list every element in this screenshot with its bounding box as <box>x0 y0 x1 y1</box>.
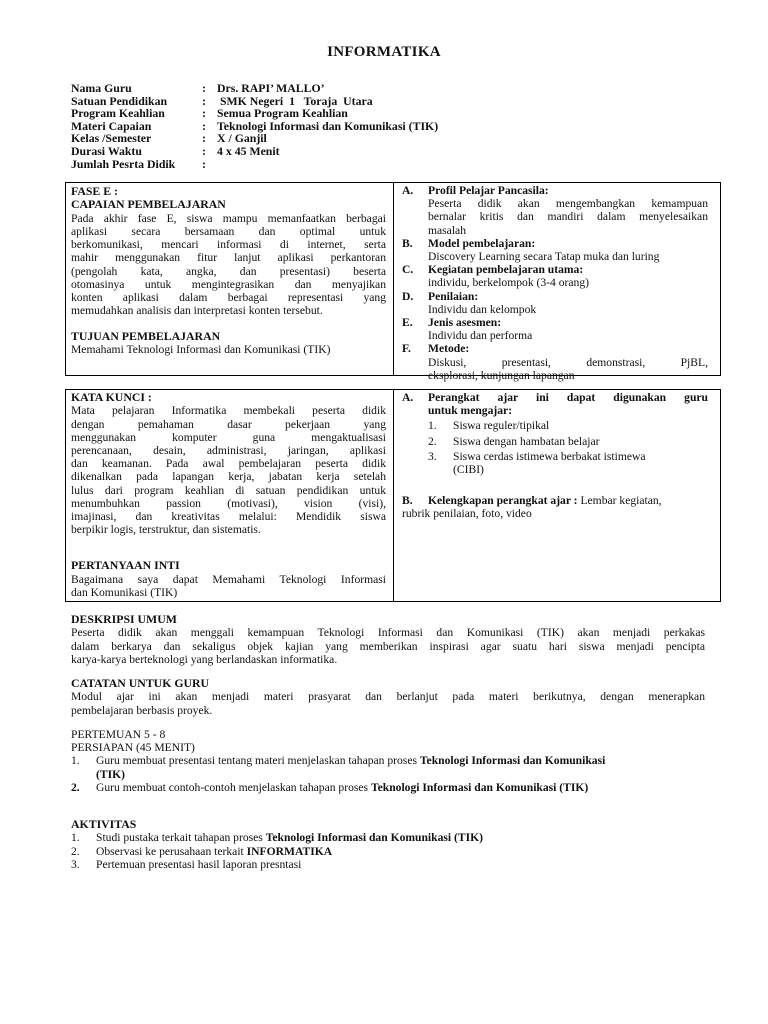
info-colon: : <box>202 156 206 171</box>
profil-item-letter: A. <box>402 184 414 197</box>
kata-kunci-line: berpikir logis, terstruktur, dan sistematis. <box>71 523 261 537</box>
persiapan-item-plain: Guru membuat presentasi tentang materi menjelaskan tahapan proses <box>96 754 420 768</box>
siswa-item-label: Siswa reguler/tipikal <box>453 419 550 433</box>
aktivitas-list <box>71 831 711 871</box>
aktivitas-item-plain: Pertemuan presentasi hasil laporan presntasi <box>96 857 302 871</box>
aktivitas-item-number: 3. <box>71 857 80 871</box>
page-title: INFORMATIKA <box>327 44 441 60</box>
info-row <box>71 120 691 133</box>
kata-kunci-line: perencanaan, desain, administrasi, jaringan, aplikasi <box>71 444 386 458</box>
aktivitas-item-number: 1. <box>71 831 80 845</box>
siswa-item-number: 3. <box>428 449 437 463</box>
profil-item-body <box>428 342 708 382</box>
kata-kunci-line: menggunakan komputer guna mengaktualisasi <box>71 430 386 444</box>
info-key: Durasi Waktu <box>71 143 142 158</box>
info-colon: : <box>202 118 206 133</box>
info-value: Teknologi Informasi dan Komunikasi (TIK) <box>217 118 439 133</box>
aktivitas-item <box>71 858 711 871</box>
kata-kunci-line: dikenalkan pada lapangan kerja, jabatan kerja setelah <box>71 470 386 484</box>
kelengkapan-text-2: rubrik penilaian, foto, video <box>402 507 532 521</box>
profil-item-label: Penilaian: <box>428 289 479 303</box>
profil-item-body <box>428 237 708 263</box>
aktivitas-item-number: 2. <box>71 844 80 858</box>
capaian-line: otomasinya untuk mengintegrasikan dan menyajikan <box>71 277 386 291</box>
box-capaian-divider <box>393 182 394 376</box>
siswa-item-cont: (CIBI) <box>453 463 484 477</box>
profil-item <box>402 184 708 237</box>
siswa-item <box>428 419 708 432</box>
info-value: Drs. RAPI’ MALLO’ <box>217 81 325 95</box>
profil-item-line: Individu dan performa <box>428 329 533 343</box>
info-colon: : <box>202 81 206 95</box>
info-key: Satuan Pendidikan <box>71 93 168 108</box>
catatan-line: Modul ajar ini akan menjadi materi prasyarat dan berlanjut pada materi berikutnya, dengan menerapkan <box>71 690 705 704</box>
siswa-item-number: 1. <box>428 419 437 433</box>
siswa-item <box>428 435 708 448</box>
info-colon: : <box>202 143 206 158</box>
deskripsi-heading: DESKRIPSI UMUM <box>71 612 177 626</box>
aktivitas-item-text <box>96 845 711 858</box>
persiapan-item-text <box>96 754 711 780</box>
profil-item-letter: F. <box>402 342 411 356</box>
aktivitas-item-bold: Teknologi Informasi dan Komunikasi (TIK) <box>265 831 484 845</box>
aktivitas-item-text <box>96 831 711 844</box>
deskripsi-section <box>71 613 705 666</box>
profil-item-line: Diskusi, presentasi, demonstrasi, PjBL, <box>428 355 708 369</box>
kelengkapan-letter: B. <box>402 494 413 508</box>
aktivitas-item-plain: Observasi ke perusahaan terkait <box>96 844 247 858</box>
info-colon: : <box>202 106 206 121</box>
siswa-list <box>402 419 708 476</box>
capaian-text <box>71 212 386 318</box>
profil-item-label: Model pembelajaran: <box>428 236 536 250</box>
kata-kunci-line: Mata pelajaran Informatika membekali peserta didik <box>71 404 386 418</box>
profil-item <box>402 263 708 289</box>
info-key: Jumlah Pesrta Didik <box>71 156 176 171</box>
profil-item <box>402 316 708 342</box>
profil-item <box>402 290 708 316</box>
info-value: 4 x 45 Menit <box>217 143 280 158</box>
profil-item-line: bernalar kritis dan mandiri dalam menyelesaikan <box>428 210 708 224</box>
capaian-line: konten aplikasi dalam berbagai representasi yang <box>71 291 386 305</box>
aktivitas-item <box>71 831 711 844</box>
profil-item-line: Discovery Learning secara Tatap muka dan luring <box>428 250 660 264</box>
profil-item-label: Profil Pelajar Pancasila: <box>428 184 549 197</box>
pertanyaan-line: Bagaimana saya dapat Memahami Teknologi Informasi <box>71 572 386 586</box>
persiapan-item-line <box>96 781 711 794</box>
siswa-item-text <box>453 419 708 432</box>
info-row <box>71 132 691 145</box>
profil-item-letter: C. <box>402 263 414 277</box>
persiapan-label: PERSIAPAN (45 MENIT) <box>71 741 195 755</box>
info-colon: : <box>202 131 206 146</box>
tujuan-heading: TUJUAN PEMBELAJARAN <box>71 328 221 343</box>
capaian-cell <box>71 185 386 356</box>
kelengkapan-text: Lembar kegiatan, <box>577 494 662 508</box>
deskripsi-line: karya-karya berteknologi yang berlandaskan informatika. <box>71 652 338 666</box>
profil-item-letter: E. <box>402 316 413 330</box>
info-value <box>217 158 691 171</box>
persiapan-item <box>71 754 711 780</box>
profil-item <box>402 342 708 382</box>
catatan-section <box>71 677 705 717</box>
capaian-line: berkomunikasi, mencari informasi di internet, serta <box>71 238 386 252</box>
persiapan-list <box>71 754 711 794</box>
persiapan-item-plain: Guru membuat contoh-contoh menjelaskan tahapan proses <box>96 780 371 794</box>
info-key: Program Keahlian <box>71 106 165 121</box>
kata-kunci-cell <box>71 391 386 599</box>
persiapan-item-text <box>96 781 711 794</box>
deskripsi-line: dalam berkarya dan sekaligus objek kajian yang memberikan inspirasi agar suatu hari siswa menjadi pencipta <box>71 639 705 653</box>
perangkat-letter: A. <box>402 391 414 404</box>
aktivitas-item <box>71 845 711 858</box>
siswa-item-text <box>453 450 708 476</box>
siswa-item <box>428 450 708 476</box>
box-kata-kunci-divider <box>393 389 394 602</box>
pertemuan-section <box>71 728 711 794</box>
profil-item-line: Peserta didik akan mengembangkan kemampuan <box>428 197 708 211</box>
profil-item-line: Individu dan kelompok <box>428 302 537 316</box>
capaian-heading: CAPAIAN PEMBELAJARAN <box>71 197 226 212</box>
info-key: Materi Capaian <box>71 118 152 133</box>
pertanyaan-line: dan Komunikasi (TIK) <box>71 586 178 600</box>
kata-kunci-line: dengan pemahaman dasar pekerjaan yang <box>71 417 386 431</box>
perangkat-cell <box>402 391 708 521</box>
kata-kunci-line: imajinasi, dan kreativitas melalui: Mendidik siswa <box>71 510 386 524</box>
profil-item-label: Jenis asesmen: <box>428 316 502 330</box>
profil-item-line: eksplorasi, kunjungan lapangan <box>428 368 575 382</box>
persiapan-item-bold: Teknologi Informasi dan Komunikasi (TIK) <box>370 780 589 794</box>
info-colon: : <box>202 93 206 108</box>
profil-item-letter: D. <box>402 289 414 303</box>
kata-kunci-text <box>71 404 386 536</box>
siswa-item-label: Siswa dengan hambatan belajar <box>453 434 600 448</box>
profil-item-body <box>428 263 708 289</box>
persiapan-item-bold: Teknologi Informasi dan Komunikasi <box>419 754 606 768</box>
catatan-heading: CATATAN UNTUK GURU <box>71 676 210 690</box>
info-value: SMK Negeri 1 Toraja Utara <box>217 93 373 108</box>
profil-item-body <box>428 184 708 237</box>
persiapan-item-line <box>96 754 711 767</box>
pertanyaan-text <box>71 573 386 599</box>
profil-item-body <box>428 290 708 316</box>
siswa-item-number: 2. <box>428 434 437 448</box>
aktivitas-heading: AKTIVITAS <box>71 817 137 831</box>
kata-kunci-heading: KATA KUNCI : <box>71 390 152 404</box>
info-key: Kelas /Semester <box>71 131 152 146</box>
profil-item-label: Metode: <box>428 342 470 356</box>
siswa-item-text <box>453 435 708 448</box>
profil-cell <box>402 184 708 382</box>
info-key: Nama Guru <box>71 81 132 95</box>
aktivitas-item-text <box>96 858 711 871</box>
aktivitas-item-bold: INFORMATIKA <box>246 844 333 858</box>
aktivitas-item-plain: Studi pustaka terkait tahapan proses <box>96 831 266 845</box>
profil-item-line: individu, berkelompok (3-4 orang) <box>428 276 589 290</box>
capaian-line: aplikasi secara bersamaan dan optimal untuk <box>71 225 386 239</box>
perangkat-label: Perangkat ajar ini dapat digunakan guru <box>428 391 708 404</box>
info-value: X / Ganjil <box>217 131 267 146</box>
profil-item-body <box>428 316 708 342</box>
persiapan-item-number: 1. <box>71 754 80 768</box>
info-row <box>71 145 691 158</box>
identity-info <box>71 82 691 170</box>
persiapan-item-bold-2: (TIK) <box>96 767 125 781</box>
capaian-line: (pengolah kata, angka, dan presentasi) beserta <box>71 264 386 278</box>
info-row <box>71 107 691 120</box>
profil-item <box>402 237 708 263</box>
deskripsi-line: Peserta didik akan menggali kemampuan Teknologi Informasi dan Komunikasi (TIK) akan menjadi perkakas <box>71 626 705 640</box>
profil-item-line: masalah <box>428 223 466 237</box>
catatan-text <box>71 690 705 716</box>
kata-kunci-line: lulus dari program keahlian di satuan pendidikan untuk <box>71 483 386 497</box>
info-value: Semua Program Keahlian <box>217 106 348 121</box>
persiapan-item-number: 2. <box>71 780 80 794</box>
kata-kunci-line: menumbuhkan passion (motivasi), vision (visi), <box>71 496 386 510</box>
tujuan-text: Memahami Teknologi Informasi dan Komunikasi (TIK) <box>71 342 331 356</box>
aktivitas-section <box>71 818 711 871</box>
profil-item-label: Kegiatan pembelajaran utama: <box>428 263 584 277</box>
profil-item-letter: B. <box>402 236 413 250</box>
capaian-line: Pada akhir fase E, siswa mampu memanfaatkan berbagai <box>71 211 386 225</box>
capaian-line: memudahkan analisis dan interpretasi konten tersebut. <box>71 304 323 318</box>
info-row <box>71 158 691 171</box>
catatan-line: pembelajaran berbasis proyek. <box>71 703 213 717</box>
persiapan-item <box>71 781 711 794</box>
fase-label: FASE E : <box>71 184 118 198</box>
siswa-item-label: Siswa cerdas istimewa berbakat istimewa <box>453 449 646 463</box>
kata-kunci-line: dan keamanan. Pada awal pembelajaran peserta didik <box>71 457 386 471</box>
perangkat-label-2: untuk mengajar: <box>428 404 513 418</box>
capaian-line: mahir menggunakan fitur lanjut aplikasi perkantoran <box>71 251 386 265</box>
info-row <box>71 82 691 95</box>
pertemuan-label: PERTEMUAN 5 - 8 <box>71 728 166 741</box>
deskripsi-text <box>71 626 705 666</box>
pertanyaan-heading: PERTANYAAN INTI <box>71 558 180 573</box>
kelengkapan-label: Kelengkapan perangkat ajar : <box>428 494 578 508</box>
